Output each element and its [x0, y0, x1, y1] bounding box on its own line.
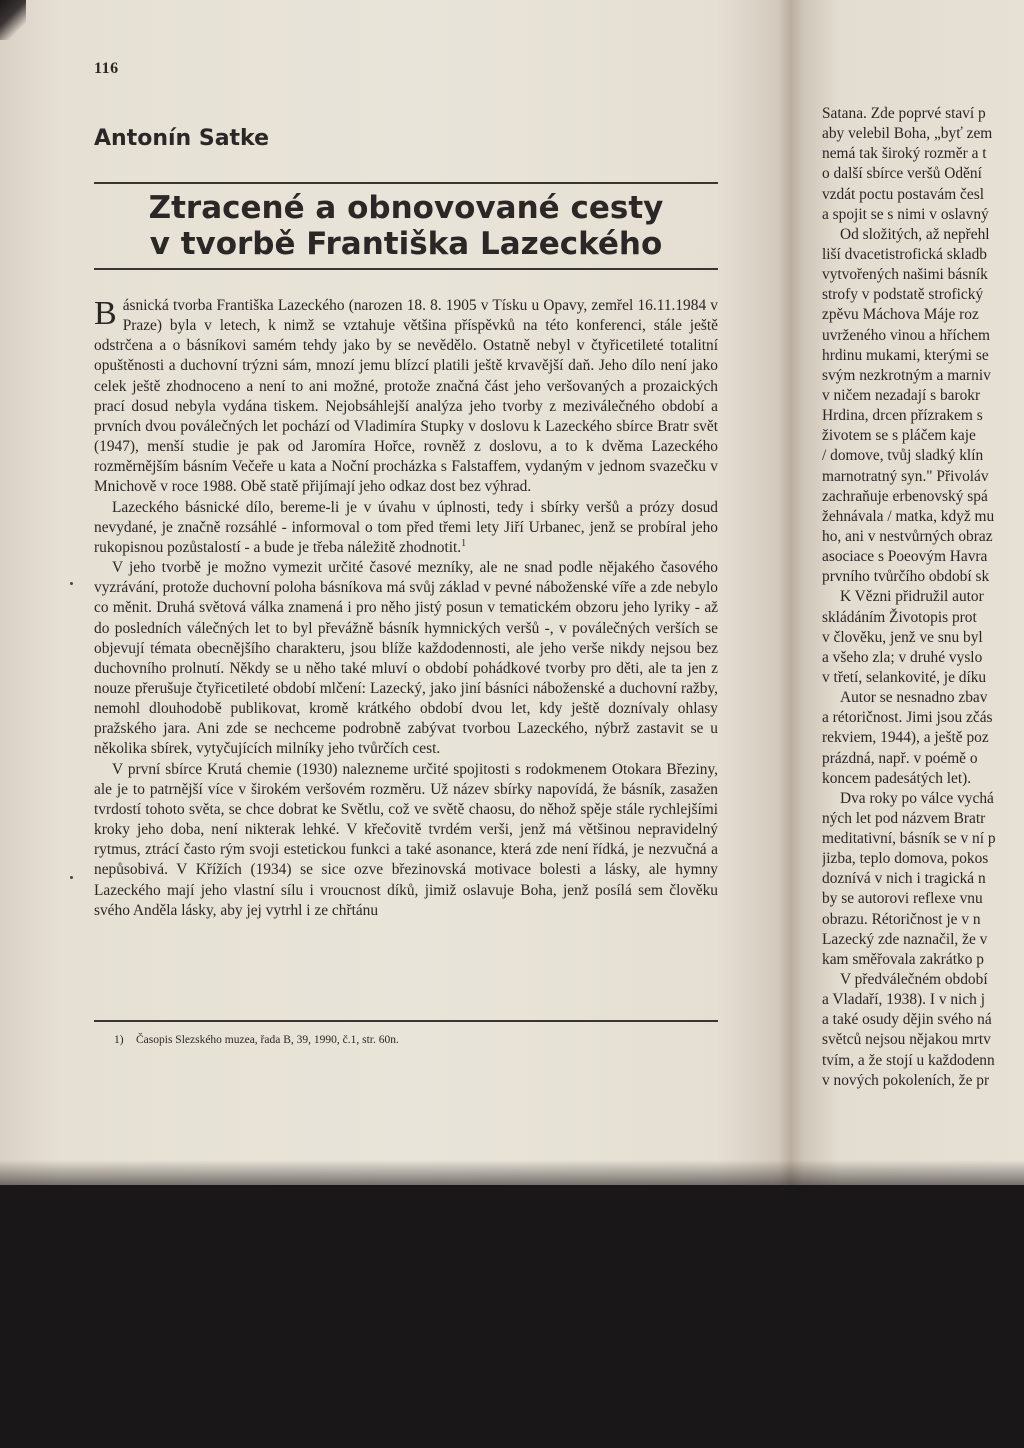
footnote-text: Časopis Slezského muzea, řada B, 39, 1990, č.1, str. 60n. [136, 1034, 399, 1046]
facing-page-line: hrdinu mukami, kterými se [822, 346, 989, 364]
facing-page-line: liší dvacetistrofická skladb [822, 245, 987, 263]
facing-page-line: jizba, teplo domova, pokos [822, 850, 989, 868]
facing-page-line: a Vladaří, 1938). I v nich j [822, 991, 985, 1009]
facing-page-line: Od složitých, až nepřehl [840, 225, 990, 243]
facing-page-line: obrazu. Rétoričnost je v n [822, 910, 981, 928]
paragraph-2-text: Lazeckého básnické dílo, bereme-li je v úvahu v úplnosti, tedy i sbírky veršů a prózy dosud nevydané, je značně rozsáhlé - informoval o tom před třemi lety Jiří Urbanec, jenž se probíral jeho rukopisnou pozůstalostí - a bude je třeba náležitě zhodnotit. [94, 498, 718, 556]
title-line-1: Ztracené a obnovované cesty [148, 190, 664, 226]
facing-page-line: skládáním Životopis prot [822, 608, 977, 626]
article-body [94, 296, 718, 921]
facing-page-line: Autor se nesnadno zbav [840, 689, 988, 707]
facing-page-line: zpěvu Máchova Máje roz [822, 306, 979, 324]
scan-speck [70, 582, 73, 585]
paragraph-2 [94, 498, 718, 558]
facing-page-line: V předválečném období [840, 971, 988, 989]
facing-page-line: doznívá v nich i tragická n [822, 870, 986, 888]
footnote-reference: 1 [461, 537, 467, 549]
facing-page-line: a všeho zla; v druhé vyslo [822, 648, 983, 666]
facing-page-line: strofy v podstatě strofický [822, 286, 984, 304]
facing-page-line: rekviem, 1944), a ještě poz [822, 729, 989, 747]
facing-page-line: K Vězni přidružil autor [840, 588, 984, 606]
facing-page-line: vytvořených našimi básník [822, 266, 988, 284]
facing-page-line: v třetí, selankovité, je díku [822, 668, 987, 686]
facing-page-line: v člověku, jenž ve snu byl [822, 628, 983, 646]
facing-page-line: Hrdina, drcen přízrakem s [822, 407, 983, 425]
facing-page-line: asociace s Poeovým Havra [822, 548, 988, 566]
author-name: Antonín Satke [94, 126, 270, 151]
title-top-rule [94, 182, 718, 184]
facing-page-line: Dva roky po válce vychá [840, 789, 994, 807]
facing-page-line: kam směřovala zakrátko p [822, 950, 984, 968]
facing-page-line: koncem padesátých let). [822, 769, 972, 787]
facing-page-line: o další sbírce veršů Odění [822, 165, 982, 183]
title-bottom-rule [94, 268, 718, 270]
facing-page-line: a rétoričnost. Jimi jsou zčás [822, 709, 993, 727]
facing-page-line: Lazecký zde naznačil, že v [822, 930, 988, 948]
facing-page-line: životem se s pláčem kaje [822, 427, 976, 445]
facing-page-line: nemá tak široký rozměr a t [822, 145, 987, 163]
footnote-rule [94, 1020, 718, 1022]
facing-page-line: zachraňuje erbenovský spá [822, 487, 988, 505]
article-title [94, 190, 718, 262]
scan-corner-shadow [0, 0, 26, 40]
facing-page-line: žehnávala / matka, když mu [822, 507, 995, 525]
facing-page-line: a také osudy dějin svého ná [822, 1011, 992, 1029]
footnote-number: 1) [114, 1034, 124, 1046]
facing-page-line: marnotratný syn." Přivoláv [822, 467, 989, 485]
facing-page-line: by se autorovi reflexe vnu [822, 890, 983, 908]
facing-page-line: světců nejsou nějakou mrtv [822, 1031, 991, 1049]
facing-page-line: meditativní, básník se v ní p [822, 830, 996, 848]
facing-page-line: aby velebil Boha, „byť zem [822, 125, 993, 143]
facing-page-line: uvrženého vinou a hříchem [822, 326, 990, 344]
paragraph-3: V jeho tvorbě je možno vymezit určité časové mezníky, ale ne snad podle nějakého časového vyzrávání, protože duchovní poloha básníkova má svůj základ v pevné náboženské víře a zde nebylo co měnit. Druhá světová válka znamená i pro něho jistý posun v tematickém obzoru jeho lyriky - až do posledních válečných let to byl převážně básník hymnických veršů -, v poválečných verších se objevují témata obecnějšího charakteru, jsou blíže každodennosti, ale jeho verše nikdy nejsou bez duchovního prolnutí. Někdy se u něho také mluví o období pohádkové tvorby pro děti, ale ta jen z nouze přerušuje čtyřicetileté období mlčení: Lazecký, jako jiní básníci náboženské a duchovní ražby, nemohl dlouhodobě publikovat, kromě krátkého období dvou let, kdy ještě doznívaly ohlasy pražského jara. Ani zde se nechceme podrobně zabývat tvorbou Lazeckého, nýbrž zastavit se u několika sbírek, vytyčujících milníky jeho tvůrčích cest. [94, 559, 718, 758]
scan-bottom-edge [0, 1160, 1024, 1220]
scan-speck [70, 876, 73, 879]
facing-page-line: vzdát poctu postavám česl [822, 185, 984, 203]
facing-page-line: prvního tvůrčího období sk [822, 568, 990, 586]
paragraph-4: V první sbírce Krutá chemie (1930) nalezneme určité spojitosti s rodokmenem Otokara Březiny, ale je to patrnější více v širokém veršovém rozměru. Už název sbírky napovídá, že básník, zasažen tvrdostí tohoto světa, se chce dobrat ke Světlu, což ve světě chaosu, do něhož spěje stále rychlejšími kroky jeho doba, není nikterak lehké. V křečovitě tvrdém verši, jenž má většinou nepravidelný rytmus, ztrácí často rým svoji estetickou funkci a také asonance, která zde není řídká, je nezvučná a nepůsobivá. V Křížích (1934) se sice ozve březinovská motivace bolesti a lásky, ale hymny Lazeckého mají jeho vlastní sílu i vroucnost díků, jimiž oslavuje Boha, jenž posílá sem člověku svého Anděla lásky, aby jej vytrhl i ze chřtánu [94, 760, 718, 919]
facing-page-line: prázdná, např. v poémě o [822, 749, 978, 767]
paragraph-1-text: ásnická tvorba Františka Lazeckého (narozen 18. 8. 1905 v Tísku u Opavy, zemřel 16.11.1984 v Praze) byla v letech, k nimž se vztahuje většina příspěvků na této konferenci, stále ještě odstrčena a o básníkovi samém tehdy jako by se nevědělo. Ostatně nebyl v čtyřicetileté totalitní opuštěnosti a duchovní trýzni sám, mnozí jemu blízcí platili ještě krvavější daň. Jeho dílo není jako celek ještě zhodnoceno a není to ani možné, protože značná část jeho veršovaných a prozaických prací dosud nebyla vydána tiskem. Nejobsáhlejší analýza jeho tvorby z meziválečného období a prvních dvou poválečných let pochází od Vladimíra Stupky v doslovu k Lazeckého sbírce Bratr svět (1947), menší studie je pak od Jaromíra Hořce, rovněž z doslovu, a to k dvěma Lazeckého rozměrnějším básním Večeře u kata a Noční procházka s Falstaffem, vydaným v jednom svazečku v Mnichově v roce 1988. Obě statě přijímají jeho odkaz dost bez výhrad. [94, 297, 718, 496]
paragraph-1 [94, 296, 718, 498]
facing-page-line: / domove, tvůj sladký klín [822, 447, 984, 465]
drop-cap: B [94, 295, 117, 332]
facing-page-line: Satana. Zde poprvé staví p [822, 105, 986, 122]
page-number: 116 [94, 60, 119, 77]
facing-page-line: svým nezkrotným a marniv [822, 366, 991, 384]
facing-page-line: a spojit se s nimi v oslavný [822, 205, 989, 223]
footnote [114, 1034, 399, 1046]
facing-page-line: v nových pokoleních, že pr [822, 1071, 990, 1089]
title-line-2: v tvorbě Františka Lazeckého [149, 226, 663, 262]
facing-page-line: ho, ani v nestvůrných obraz [822, 527, 993, 545]
facing-page-line: tvím, a že stojí u každodenn [822, 1051, 995, 1069]
facing-page-line: ných let pod názvem Bratr [822, 809, 986, 827]
facing-page-text [822, 104, 1024, 1104]
facing-page-line: v ničem nezadají s barokr [822, 386, 981, 404]
